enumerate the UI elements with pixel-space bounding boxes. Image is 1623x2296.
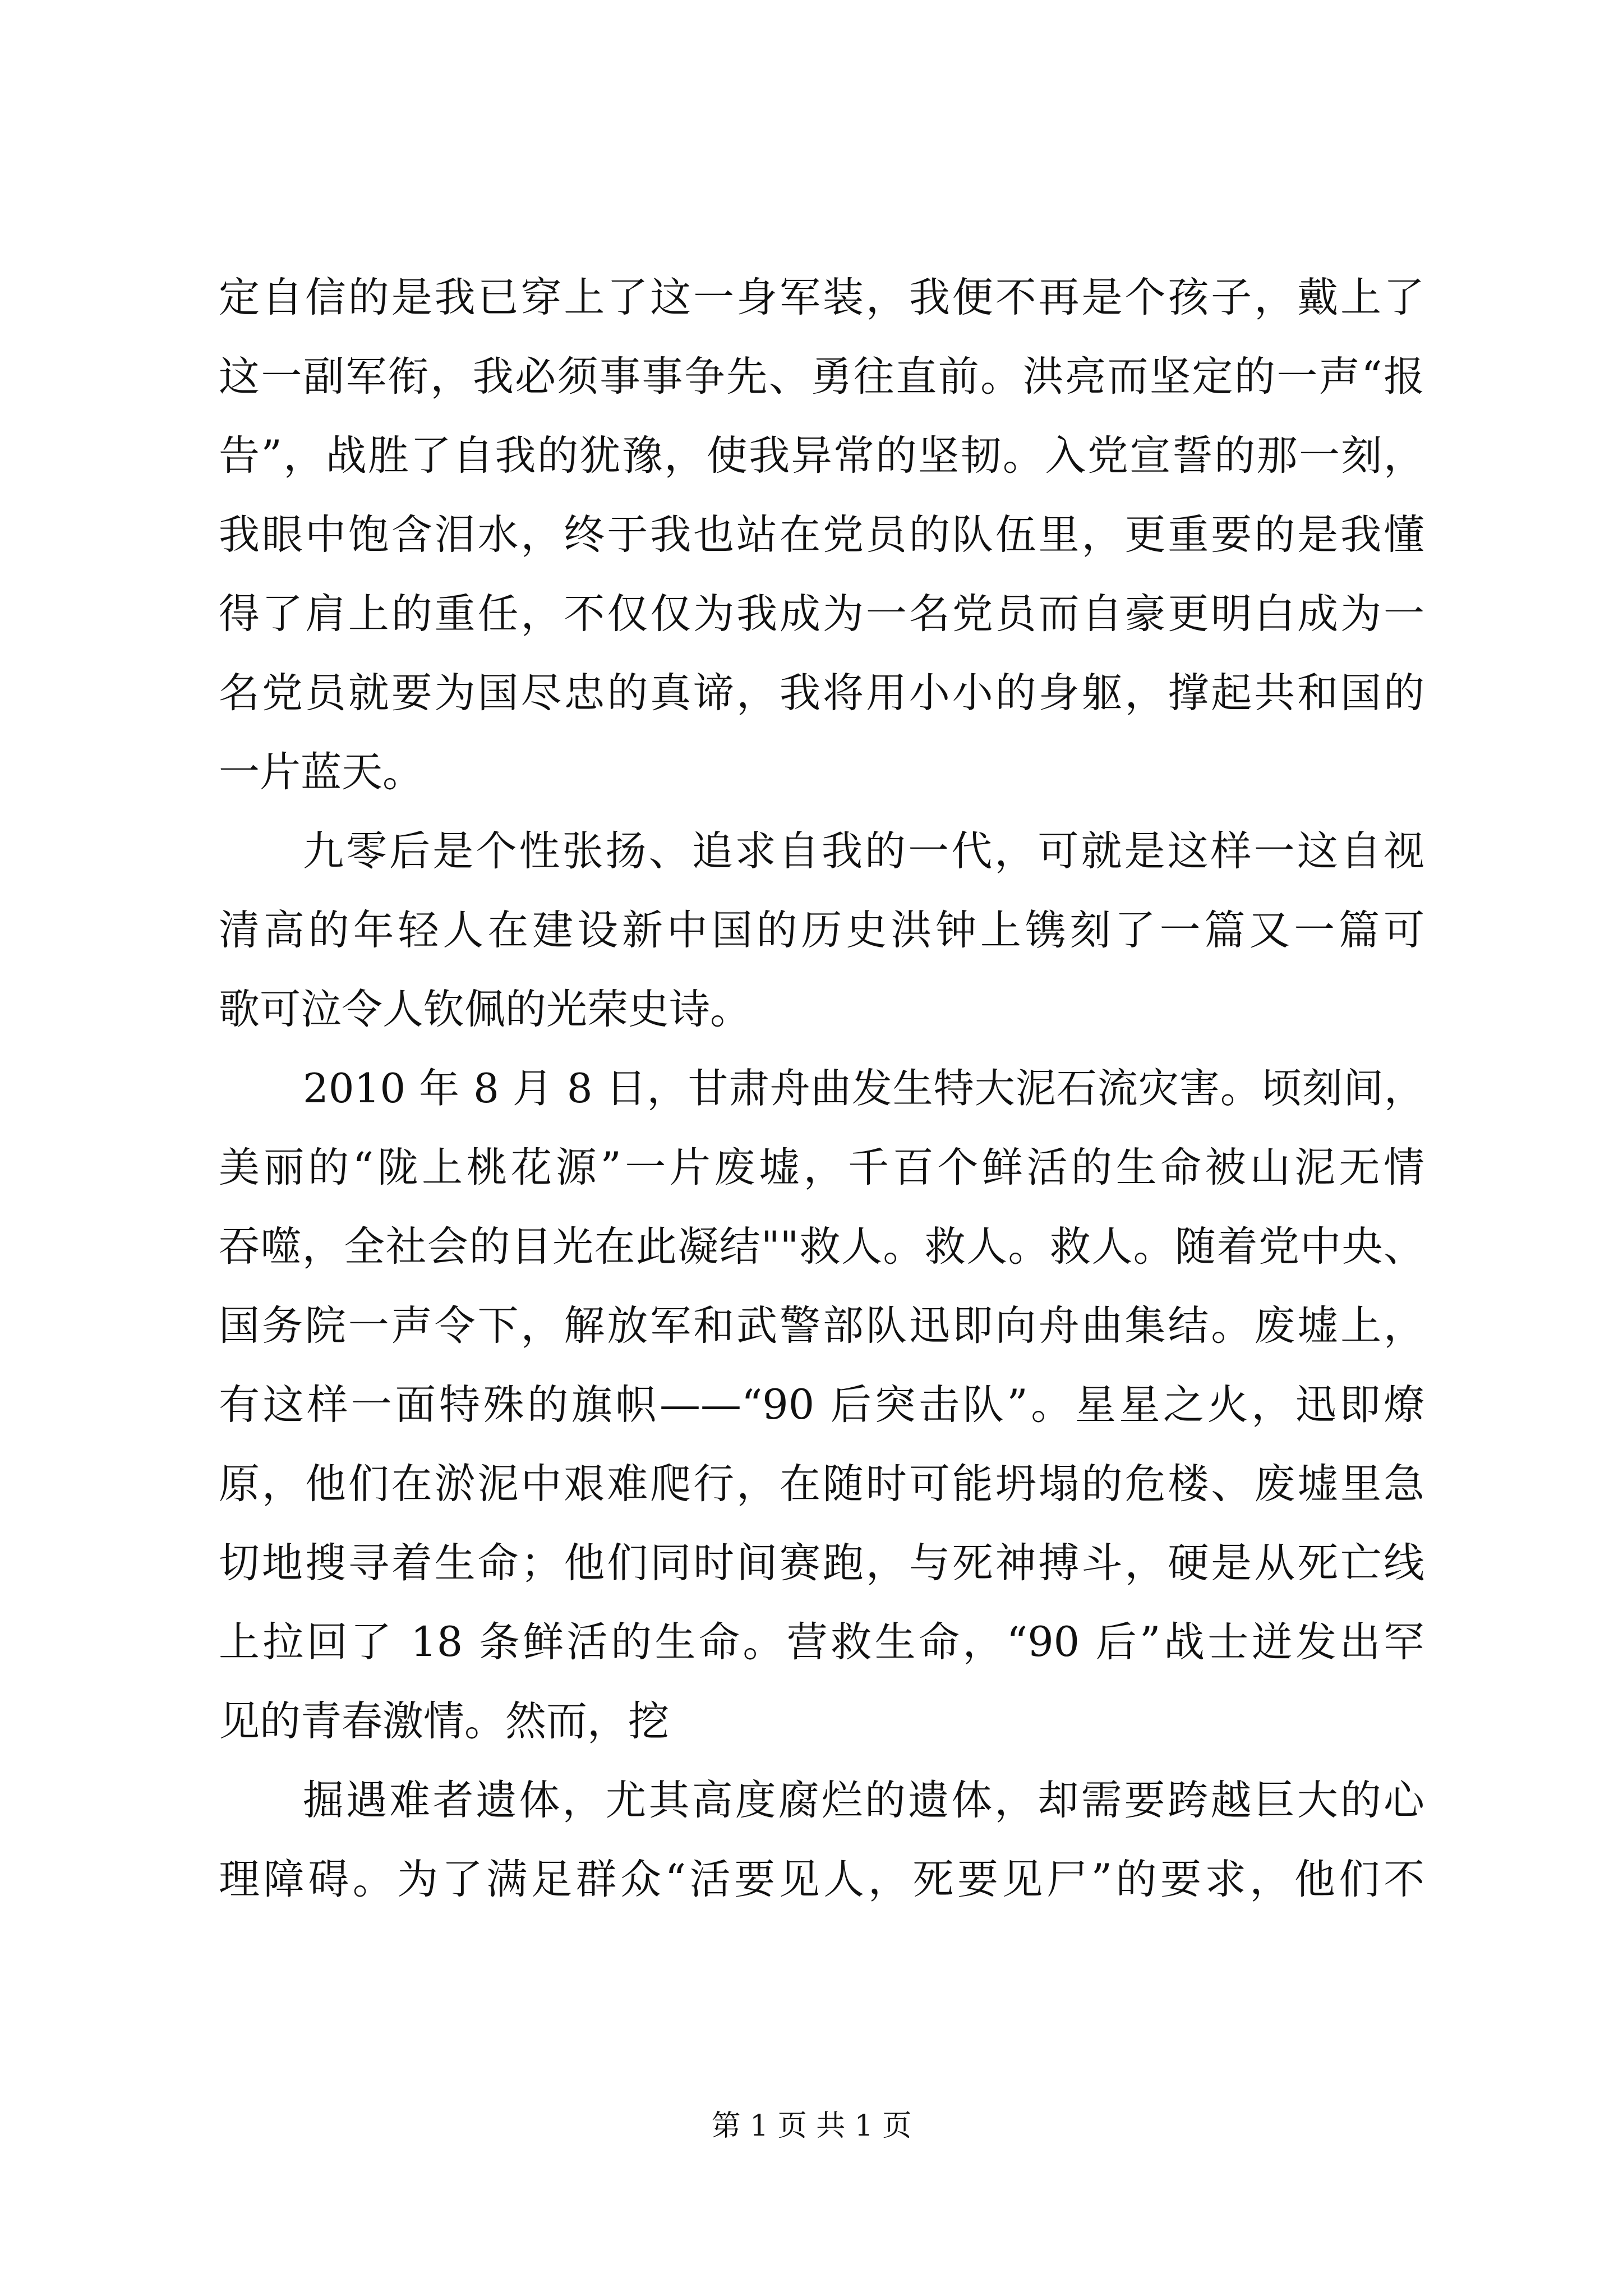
text-line: 原，他们在淤泥中艰难爬行，在随时可能坍塌的危楼、废墟里急	[219, 1460, 1424, 1508]
text-line: 告”，战胜了自我的犹豫，使我异常的坚韧。入党宣誓的那一刻，	[219, 432, 1424, 480]
text-line: 2010 年 8 月 8 日，甘肃舟曲发生特大泥石流灾害。顷刻间，	[303, 1065, 1424, 1112]
text-line: 清高的年轻人在建设新中国的历史洪钟上镌刻了一篇又一篇可	[219, 907, 1424, 954]
text-line: 歌可泣令人钦佩的光荣史诗。	[219, 986, 751, 1033]
text-line: 得了肩上的重任，不仅仅为我成为一名党员而自豪更明白成为一	[219, 590, 1424, 638]
text-line: 一片蓝天。	[219, 748, 423, 796]
text-line: 美丽的“陇上桃花源”一片废墟，千百个鲜活的生命被山泥无情	[219, 1144, 1424, 1191]
text-line: 理障碍。为了满足群众“活要见人，死要见尸”的要求，他们不	[219, 1856, 1424, 1903]
text-line: 见的青春激情。然而，挖	[219, 1697, 669, 1745]
text-line: 切地搜寻着生命；他们同时间赛跑，与死神搏斗，硬是从死亡线	[219, 1539, 1424, 1587]
text-line: 掘遇难者遗体，尤其高度腐烂的遗体，却需要跨越巨大的心	[303, 1777, 1424, 1824]
text-line: 我眼中饱含泪水，终于我也站在党员的队伍里，更重要的是我懂	[219, 511, 1424, 559]
text-line: 定自信的是我已穿上了这一身军装，我便不再是个孩子，戴上了	[219, 274, 1424, 321]
text-line: 吞噬，全社会的目光在此凝结""救人。救人。救人。随着党中央、	[219, 1223, 1424, 1271]
text-line: 名党员就要为国尽忠的真谛，我将用小小的身躯，撑起共和国的	[219, 669, 1424, 717]
page-footer: 第 1 页 共 1 页	[711, 2109, 912, 2143]
text-line: 这一副军衔，我必须事事争先、勇往直前。洪亮而坚定的一声“报	[219, 353, 1424, 401]
text-line: 有这样一面特殊的旗帜——“90 后突击队”。星星之火，迅即燎	[219, 1381, 1424, 1429]
text-line: 国务院一声令下，解放军和武警部队迅即向舟曲集结。废墟上，	[219, 1302, 1424, 1350]
text-line: 上拉回了 18 条鲜活的生命。营救生命，“90 后”战士迸发出罕	[219, 1618, 1424, 1666]
document-body	[219, 258, 1424, 1919]
text-line: 九零后是个性张扬、追求自我的一代，可就是这样一这自视	[303, 827, 1424, 875]
